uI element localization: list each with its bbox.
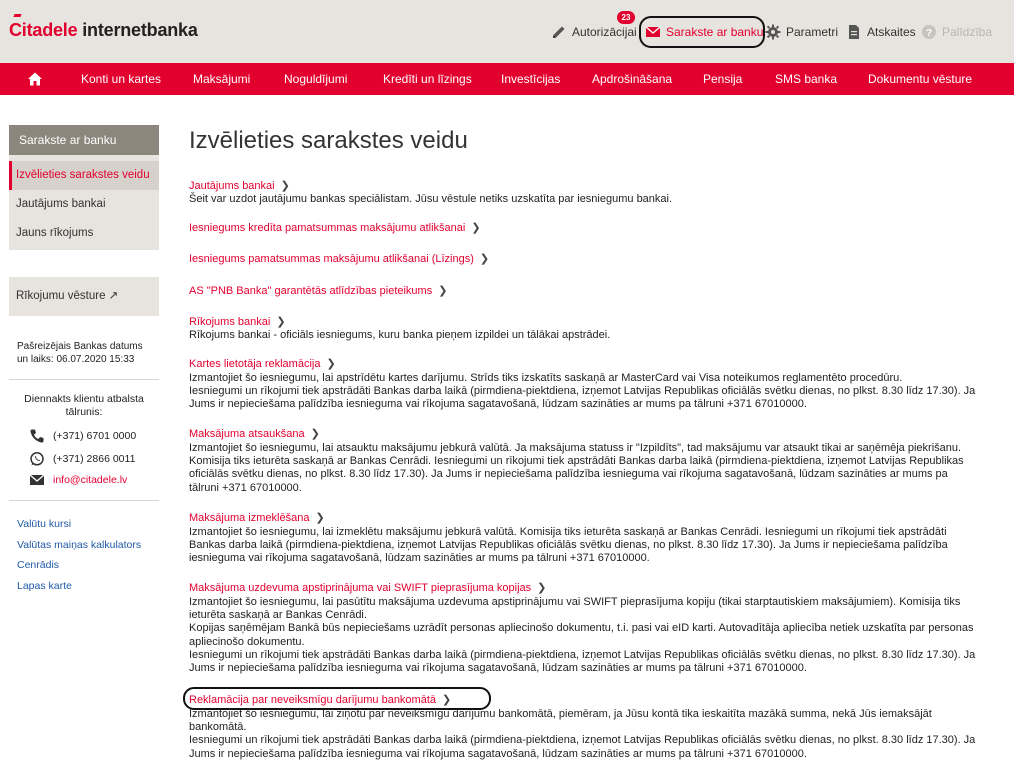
- sidebar-order-history[interactable]: Rīkojumu vēsture ↗: [9, 277, 159, 316]
- nav-deposits[interactable]: Noguldījumi: [284, 72, 348, 86]
- logo-text: internetbanka: [77, 20, 198, 40]
- authorizations-link[interactable]: [551, 24, 637, 40]
- support-title-line2: tālrunis:: [65, 406, 103, 418]
- logo[interactable]: [9, 20, 198, 41]
- entry-description: Izmantojiet šo iesniegumu, lai izmeklētu maksājumu jebkurā valūtā. Komisija tiks ieturēta saskaņā ar Bankas Cenrādi. Iesniegumi un rīkojumi tiek apstrādāti Bankas darba laikā (pirmdiena-piektdiena, izņemot Latvijas Republikas oficiālās svētku dienas, no plkst. 8.30 līdz 17.30). Ja Jums ir nepieciešama palīdzība iesnieguma vai rīkojuma sagatavošanā, lūdzam sazināties ar mums pa tālruni +371 67010000.: [189, 526, 948, 565]
- nav-investments[interactable]: Investīcijas: [501, 72, 561, 86]
- entry-link-swift-copy[interactable]: [189, 581, 546, 594]
- nav-pension[interactable]: Pensija: [703, 72, 743, 86]
- page-title: Izvēlieties sarakstes veidu: [189, 127, 468, 154]
- chevron-right-icon: ❯: [479, 253, 490, 265]
- nav-accounts[interactable]: Konti un kartes: [81, 72, 162, 86]
- entry-link-order[interactable]: [189, 315, 286, 328]
- nav-payments[interactable]: Maksājumi: [193, 72, 251, 86]
- sidebar-menu: [9, 155, 159, 250]
- link-price-list[interactable]: Cenrādis: [17, 559, 60, 571]
- chevron-right-icon: ❯: [442, 694, 452, 706]
- notification-badge: 23: [617, 11, 635, 24]
- nav-document-history[interactable]: Dokumentu vēsture: [868, 72, 973, 86]
- entry-link-leasing-deferral[interactable]: [189, 252, 489, 265]
- chevron-right-icon: ❯: [471, 222, 481, 234]
- phone-icon: [29, 428, 45, 444]
- entry-label: Reklamācija par neveiksmīgu darījumu bankomātā: [189, 694, 437, 706]
- entry-label: Kartes lietotāja reklamācija: [189, 358, 321, 370]
- top-header: [0, 0, 1014, 63]
- svg-text:?: ?: [925, 28, 933, 39]
- sidebar-item-new-order[interactable]: Jauns rīkojums: [16, 227, 94, 239]
- sidebar-item-choose-type[interactable]: Izvēlieties sarakstes veidu: [9, 161, 159, 190]
- contact-whatsapp-number: (+371) 2866 0011: [53, 453, 136, 465]
- contact-email-address: info@citadele.lv: [53, 474, 128, 486]
- logo-accent: [13, 14, 21, 17]
- chevron-right-icon: ❯: [310, 428, 320, 440]
- link-exchange-rates[interactable]: Valūtu kursi: [17, 518, 72, 530]
- entry-label: Iesniegums kredīta pamatsummas maksājumu atlikšanai: [189, 222, 466, 234]
- link-currency-calculator[interactable]: Valūtas maiņas kalkulators: [17, 539, 142, 551]
- entry-description: Izmantojiet šo iesniegumu, lai atsauktu maksājumu jebkurā valūtā. Ja maksājuma statuss ir "Izpildīts", tad maksājumu var atsaukt tikai ar saņēmēja piekrišanu. Komisija tiks ieturēta saskaņā ar Bankas Cenrādi. Iesniegumi un rīkojumi tiek apstrādāti Bankas darba laikā (pirmdiena-piektdiena, izņemot Latvijas Republikas oficiālās svētku dienas, no plkst. 8.30 līdz 17.30). Ja Jums ir nepieciešama palīdzība iesnieguma vai rīkojuma sagatavošanā, lūdzam sazināties ar mums pa tālruni +371 67010000.: [189, 442, 964, 494]
- help-label: Palīdzība: [942, 25, 993, 39]
- email-icon: [29, 472, 45, 488]
- entry-label: AS "PNB Banka" garantētās atlīdzības pieteikums: [189, 285, 433, 297]
- reports-link[interactable]: [846, 24, 916, 40]
- help-icon: [921, 24, 937, 40]
- entry-link-pnb-claim[interactable]: [189, 284, 447, 297]
- entry-link-question[interactable]: [189, 179, 290, 192]
- reports-label: Atskaites: [867, 25, 916, 39]
- correspondence-label: Sarakste ar banku: [666, 25, 764, 39]
- settings-label: Parametri: [786, 25, 839, 39]
- sidebar-divider: [9, 379, 159, 380]
- contact-phone: [29, 428, 136, 444]
- chevron-right-icon: ❯: [315, 512, 325, 524]
- contact-phone-number: (+371) 6701 0000: [53, 430, 137, 442]
- entry-link-payment-recall[interactable]: [189, 427, 320, 440]
- document-icon: [846, 24, 862, 40]
- entry-description: Rīkojums bankai - oficiāls iesniegums, kuru banka pieņem izpildei un tālākai apstrādei.: [189, 329, 611, 341]
- entry-label: Maksājuma izmeklēšana: [189, 512, 310, 524]
- gear-icon: [765, 24, 781, 40]
- entry-label: Maksājuma atsaukšana: [189, 428, 305, 440]
- entry-link-card-claim[interactable]: [189, 357, 336, 370]
- link-sitemap[interactable]: Lapas karte: [17, 580, 72, 592]
- logo-brand: Citadele: [9, 20, 78, 40]
- nav-loans[interactable]: Kredīti un līzings: [383, 72, 472, 86]
- support-title-line1: Diennakts klientu atbalsta: [24, 393, 144, 405]
- entry-description: Šeit var uzdot jautājumu bankas speciālistam. Jūsu vēstule netiks uzskatīta par iesniegumu bankai.: [189, 193, 673, 205]
- highlight-oval-header: [639, 16, 765, 48]
- chevron-right-icon: ❯: [537, 582, 547, 594]
- chevron-right-icon: ❯: [326, 358, 336, 370]
- main-nav: [0, 63, 1014, 95]
- entry-description: Izmantojiet šo iesniegumu, lai apstrīdētu kartes darījumu. Strīds tiks izskatīts saskaņā ar MasterCard vai Visa noteikumos reglamentēto procedūru. Iesniegumi un rīkojumi tiek apstrādāti Bankas darba laikā (pirmdiena-piektdiena, izņemot Latvijas Republikas oficiālās svētku dienas, no plkst. 8.30 līdz 17.30). Ja Jums ir nepieciešama palīdzība iesnieguma vai rīkojuma sagatavošanā, lūdzam sazināties ar mums pa tālruni +371 67010000.: [189, 372, 976, 411]
- chevron-right-icon: ❯: [438, 285, 448, 297]
- settings-link[interactable]: [765, 24, 838, 40]
- nav-insurance[interactable]: Apdrošināšana: [592, 72, 673, 86]
- contact-email[interactable]: [29, 472, 127, 488]
- whatsapp-icon: [29, 451, 45, 467]
- entry-label: Rīkojums bankai: [189, 316, 271, 328]
- pencil-icon: [551, 24, 567, 40]
- entry-label: Iesniegums pamatsummas maksājumu atlikšanai (Līzings): [189, 253, 474, 265]
- home-icon[interactable]: [27, 71, 43, 87]
- sidebar-header: Sarakste ar banku: [9, 125, 159, 155]
- help-link[interactable]: [921, 24, 992, 40]
- entry-description: Izmantojiet šo iesniegumu, lai ziņotu par neveiksmīgu darījumu bankomātā, piemēram, ja Jūsu kontā tika ieskaitīta mazākā summa, nekā Jūs iemaksājāt bankomātā. Iesniegumi un rīkojumi tiek apstrādāti Bankas darba laikā (pirmdiena-piektdiena, izņemot Latvijas Republikas oficiālās svētku dienas, no plkst. 8.30 līdz 17.30). Ja Jums ir nepieciešama palīdzība iesnieguma vai rīkojuma sagatavošanā, lūdzam sazināties ar mums pa tālruni +371 67010000.: [189, 708, 976, 760]
- entry-link-payment-investigation[interactable]: [189, 511, 325, 524]
- entry-label: Jautājums bankai: [189, 180, 275, 192]
- chevron-right-icon: ❯: [276, 316, 286, 328]
- sidebar-divider: [9, 500, 159, 501]
- contact-whatsapp: [29, 451, 135, 467]
- bank-datetime-line2: un laiks: 06.07.2020 15:33: [17, 354, 135, 365]
- bank-datetime: [17, 340, 157, 366]
- nav-sms-bank[interactable]: SMS banka: [775, 72, 838, 86]
- entry-label: Maksājuma uzdevuma apstiprinājuma vai SWIFT pieprasījuma kopijas: [189, 582, 532, 594]
- chevron-right-icon: ❯: [280, 180, 290, 192]
- entry-link-credit-deferral[interactable]: [189, 221, 481, 234]
- entry-description: Izmantojiet šo iesniegumu, lai pasūtītu maksājuma uzdevuma apstiprinājumu vai SWIFT pieprasījuma kopiju (tikai starptautiskiem maksājumiem). Komisija tiks ieturēta saskaņā ar Bankas Cenrādi. Kopijas saņēmējam Bankā būs nepieciešams uzrādīt personas apliecinošo dokumentu, t.i. pasi vai eID karti. Autovadītāja apliecība netiek uzskatīta par personas apliecinošo dokumentu. Iesniegumi un rīkojumi tiek apstrādāti Bankas darba laikā (pirmdiena-piektdiena, izņemot Latvijas Republikas oficiālās svētku dienas, no plkst. 8.30 līdz 17.30). Ja Jums ir nepieciešama palīdzība iesnieguma vai rīkojuma sagatavošanā, lūdzam sazināties ar mums pa tālruni +371 67010000.: [189, 596, 976, 675]
- bank-datetime-line1: Pašreizējais Bankas datums: [17, 341, 143, 352]
- sidebar-item-question[interactable]: Jautājums bankai: [16, 198, 106, 210]
- authorizations-label: Autorizācijai: [572, 25, 637, 39]
- highlight-oval-atm: [183, 687, 491, 710]
- support-title: [9, 393, 159, 419]
